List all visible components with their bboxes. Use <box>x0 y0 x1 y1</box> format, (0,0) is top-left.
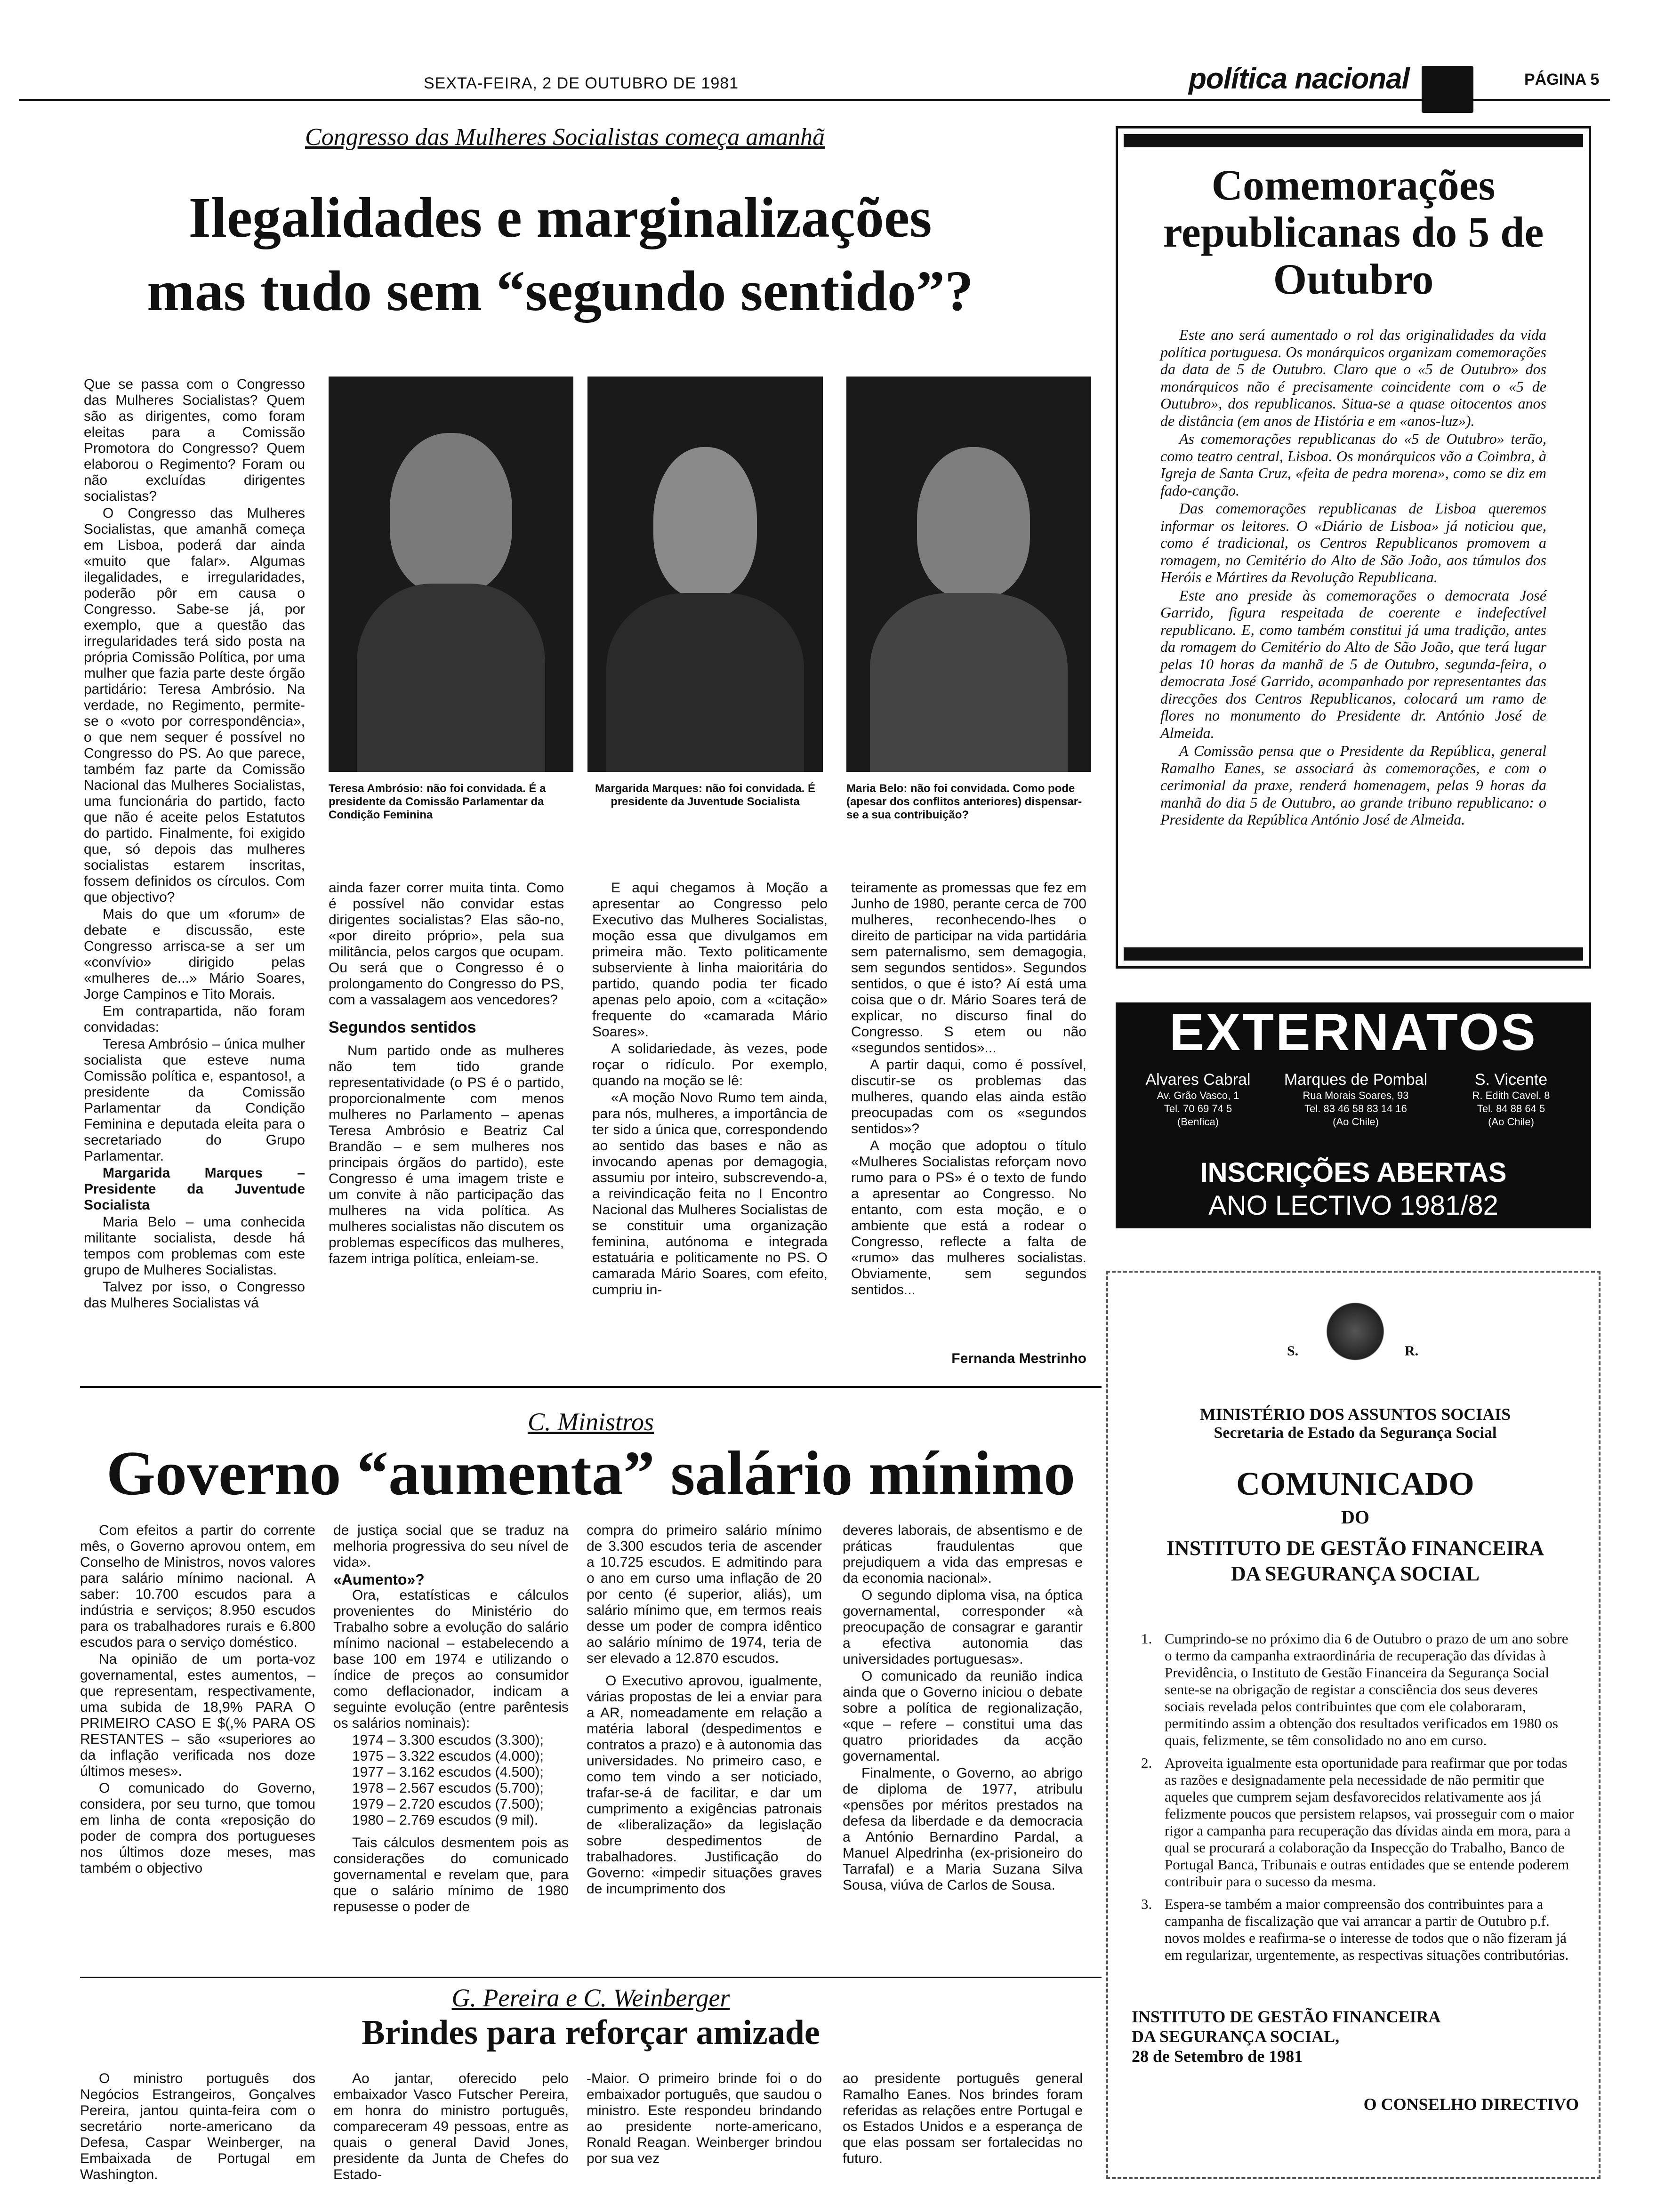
sidebar-bottom-bar <box>1124 947 1583 961</box>
sidebar-body <box>1160 326 1546 829</box>
salary-row: 1974 – 3.300 escudos (3.300); <box>352 1732 544 1748</box>
brindes-column-3 <box>587 2071 822 2168</box>
photo-teresa-ambrosio <box>329 377 573 772</box>
sidebar-top-bar <box>1124 134 1583 147</box>
signature-line: INSTITUTO DE GESTÃO FINANCEIRA <box>1132 2007 1441 2026</box>
institute-line2: DA SEGURANÇA SOCIAL <box>1231 1562 1480 1585</box>
salary-row: 1980 – 2.769 escudos (9 mil). <box>352 1812 539 1828</box>
notice-item-text: Cumprindo-se no próximo dia 6 de Outubro o prazo de um ano sobre o termo da campanha extraordinária de recuperação das dívidas à Previdência, o Instituto de Gestão Financeira da Segurança Social sente-se na obrigação de registar a consciência dos seus deveres sociais revelada pelos contribuintes que com ele colaboraram, permitindo assim a obtenção dos resultados verificados em 1980 os quais, felizmente, se têm consolidado no ano em curso. <box>1165 1630 1569 1748</box>
page-number: PÁGINA 5 <box>1524 71 1600 88</box>
lead-column-3 <box>592 880 828 1299</box>
notice-items <box>1141 1630 1574 1964</box>
lead-headline-line2: mas tudo sem “segundo sentido”? <box>147 259 973 323</box>
school-area: (Ao Chile) <box>1333 1116 1379 1128</box>
notice-item-number: 3. <box>1141 1896 1152 1912</box>
ministerio-notice <box>1106 1271 1601 2179</box>
lead-paragraph: A partir daqui, como é possível, discutir-se os problemas das mulheres, quando elas ainda estão preocupadas com os «segundos sentidos»? <box>851 1057 1086 1137</box>
ministros-kicker: C. Ministros <box>527 1408 654 1436</box>
brindes-column-4 <box>843 2071 1083 2168</box>
school-phone: Tel. 83 46 58 83 14 16 <box>1304 1103 1407 1114</box>
externatos-school-year: ANO LECTIVO 1981/82 <box>1208 1190 1498 1221</box>
photo-caption: Teresa Ambrósio: não foi convidada. É a presidente da Comissão Parlamentar da Condição Feminina <box>329 782 546 821</box>
school-phone: Tel. 84 88 64 5 <box>1477 1103 1545 1114</box>
sidebar-paragraph: As comemorações republicanas do «5 de Outubro» terão, como teatro central, Lisboa. Os monárquicos vão a Coimbra, à Igreja de Santa Cruz, «feita de pedra morena», como se diz em fado-canção. <box>1160 430 1546 499</box>
lead-paragraph: «A moção Novo Rumo tem ainda, para nós, mulheres, a importância de ter sido a única que, correspondendo ao sentido das bases e não as invocando apenas por demagogia, assumiu por inteiro, subscrevendo-a, a reivindicação feita no I Encontro Nacional das Mulheres Socialistas de se constituir uma organização feminina, autónoma e integrada estatuária e politicamente no PS. O camarada Mário Soares, com efeito, cumpriu in- <box>592 1090 828 1298</box>
brindes-headline: Brindes para reforçar amizade <box>362 2013 820 2052</box>
school-name: S. Vicente <box>1474 1071 1548 1089</box>
ministros-paragraph: Na opinião de um porta-voz governamental, estes aumentos, – que representam, respectivamente, uma subida de 18,9% PARA O PRIMEIRO CASO E $(,% PARA OS RESTANTES – são «superiores ao da inflação verificada nos doze últimos meses». <box>80 1651 315 1779</box>
lead-paragraph: Maria Belo – uma conhecida militante socialista, desde há tempos com problemas com este grupo de Mulheres Socialistas. <box>84 1214 305 1278</box>
brindes-paragraph: -Maior. O primeiro brinde foi o do embaixador português, que saudou o ministro. Este respondeu brindando ao presidente norte-americano, Ronald Reagan. Weinberger brindou por sua vez <box>587 2071 822 2166</box>
secretariat-name: Secretaria de Estado da Segurança Social <box>1214 1424 1497 1442</box>
lead-column-2 <box>329 880 564 1268</box>
externatos-school <box>1125 1070 1271 1129</box>
salary-row: 1978 – 2.567 escudos (5.700); <box>352 1780 544 1796</box>
signature-line: 28 de Setembro de 1981 <box>1132 2047 1303 2066</box>
ministros-paragraph: Com efeitos a partir do corrente mês, o Governo aprovou ontem, em Conselho de Ministros, novos valores para salário mínimo nacional. A saber: 10.700 escudos para a indústria e serviços; 8.950 escudos para os trabalhadores rurais e 6.800 escudos para o serviço doméstico. <box>80 1523 315 1650</box>
signature-council: O CONSELHO DIRECTIVO <box>1363 2095 1579 2114</box>
lead-paragraph: A moção que adoptou o título «Mulheres Socialistas reforçam novo rumo para o PS» é o texto de fundo a apresentar ao Congresso. No entanto, com esta moção, e o ambiente que está a rodear o Congresso, reflecte a falta de «rumo» das mulheres socialistas. Obviamente, sem segundos sentidos... <box>851 1138 1086 1298</box>
lead-paragraph: Margarida Marques – Presidente da Juventude Socialista <box>84 1165 305 1213</box>
sidebar-paragraph: Este ano preside às comemorações o democrata José Garrido, figura respeitada de coerente e indefectível republicano. E, como também constitui já uma tradição, antes da romagem do Cemitério do Alto de São João, que terá lugar pelas 10 horas da manhã de 5 de Outubro, segunda-feira, o democrata José Garrido, acompanhado por representantes das direcções dos Centros Republicanos, colocará um ramo de flores no monumento do Presidente dr. António José de Almeida. <box>1160 586 1546 741</box>
lead-paragraph: Num partido onde as mulheres não tem tido grande representatividade (o PS é o partido, proporcionalmente com menos mulheres no Parlamento – apenas Teresa Ambrósio e Beatriz Cal Brandão – e sem mulheres nos principais órgãos do partido), este Congresso é uma imagem triste e um convite à não participação das mulheres na vida política. As mulheres socialistas não discutem os problemas específicos das mulheres, fazem intriga política, enleiam-se. <box>329 1043 564 1266</box>
notice-item-number: 1. <box>1141 1630 1152 1647</box>
lead-paragraph: Talvez por isso, o Congresso das Mulheres Socialistas vá <box>84 1279 305 1311</box>
emblem-icon <box>1320 1301 1391 1362</box>
ministros-paragraph: deveres laborais, de absentismo e de práticas fraudulentas que prejudiquem a vida das empresas e da economia nacional». <box>843 1523 1083 1586</box>
lead-paragraph: Teresa Ambrósio – única mulher socialista que esteve numa Comissão política e, espantoso!, a presidente da Comissão Parlamentar da Condição Feminina e deputada eleita para o secretariado do Grupo Parlamentar. <box>84 1036 305 1164</box>
notice-title: COMUNICADO <box>1236 1466 1474 1502</box>
school-address: Rua Morais Soares, 93 <box>1303 1090 1409 1101</box>
externatos-school <box>1440 1070 1582 1129</box>
lead-paragraph: teiramente as promessas que fez em Junho de 1980, perante cerca de 700 mulheres, reconhecendo-lhes o direito de participar na vida partidária sem paternalismo, sem demagogia, sem segundos sentidos». Segundos sentidos, o que é isto? Aí está uma coisa que o dr. Mário Soares terá de explicar, no discurso final do Congresso. S etem ou não «segundos sentidos»... <box>851 880 1086 1056</box>
ministros-paragraph: O Executivo aprovou, igualmente, várias propostas de lei a enviar para a AR, nomeadamente em relação a matéria laboral (despedimentos e contratos a prazo) e à autonomia das universidades. No primeiro caso, e como tem vindo a ser noticiado, trafar-se-á de facilitar, e dar um cumprimento a exigências patronais de «liberalização» da legislação sobre despedimentos de trabalhadores. Justificação do Governo: «impedir situações graves de incumprimento dos <box>587 1673 822 1897</box>
school-name: Alvares Cabral <box>1145 1071 1251 1089</box>
ministros-subhead: «Aumento»? <box>333 1571 425 1588</box>
ministros-paragraph: O comunicado da reunião indica ainda que o Governo iniciou o debate sobre a política de regionalização, «que – refere – constitui uma das quatro prioridades da acção governamental. <box>843 1668 1083 1764</box>
notice-item <box>1141 1755 1574 1890</box>
sidebar-title: Comemorações republicanas do 5 de Outubro <box>1163 161 1544 303</box>
section-title: política nacional <box>1189 63 1409 95</box>
ministros-paragraph: compra do primeiro salário mínimo de 3.300 escudos teria de ascender a 10.725 escudos. E admitindo para o ano em curso uma inflação de 20 por cento (é superior, aliás), um salário mínimo que, em termos reais desse um poder de compra idêntico ao salário mínimo de 1974, teria de ser elevado a 12.870 escudos. <box>587 1523 822 1666</box>
lead-paragraph: Mais do que um «forum» de debate e discussão, este Congresso arrisca-se a ser um «convívio» dirigido pelas «mulheres de...» Mário Soares, Jorge Campinos e Tito Morais. <box>84 906 305 1002</box>
salary-row: 1979 – 2.720 escudos (7.500); <box>352 1796 544 1812</box>
school-address: R. Edith Cavel. 8 <box>1472 1090 1550 1101</box>
signature-line: DA SEGURANÇA SOCIAL, <box>1132 2027 1340 2046</box>
brindes-paragraph: O ministro português dos Negócios Estrangeiros, Gonçalves Pereira, jantou quinta-feira com o secretário norte-americano da Defesa, Caspar Weinberger, na Embaixada de Portugal em Washington. <box>80 2071 315 2182</box>
brindes-kicker: G. Pereira e C. Weinberger <box>451 1984 730 2012</box>
ministros-column-4 <box>843 1523 1083 1894</box>
sidebar-paragraph: A Comissão pensa que o Presidente da República, general Ramalho Eanes, se associará às comemorações, e com o cerimonial da praxe, renderá homenagem, pelas 9 horas da manhã do dia 5 de Outubro, ao grande tribuno republicano: o Presidente da República António José de Almeida. <box>1160 742 1546 828</box>
ministros-paragraph: O segundo diploma visa, na óptica governamental, corresponder «à preocupação de consagrar e garantir a efectiva autonomia das universidades portuguesas». <box>843 1587 1083 1667</box>
externatos-title: EXTERNATOS <box>1169 1003 1537 1061</box>
masthead-date: SEXTA-FEIRA, 2 DE OUTUBRO DE 1981 <box>424 74 739 92</box>
school-name: Marques de Pombal <box>1284 1071 1428 1089</box>
lead-column-1 <box>84 377 305 1312</box>
brindes-column-2 <box>333 2071 569 2184</box>
lead-headline-line1: Ilegalidades e marginalizações <box>188 186 932 249</box>
school-area: (Benfica) <box>1177 1116 1219 1128</box>
notice-item <box>1141 1630 1574 1749</box>
school-address: Av. Grão Vasco, 1 <box>1157 1090 1239 1101</box>
notice-item-text: Espera-se também a maior compreensão dos contribuintes para a campanha de fiscalização que vai arrancar a partir de Outubro p.f. novos moldes e reafirma-se o interesse de todos que o não fizeram já em regularizar, urgentemente, as respectivas situações contributórias. <box>1165 1896 1569 1963</box>
masthead-rule <box>19 99 1610 101</box>
ministros-column-2 <box>333 1523 569 1916</box>
brindes-column-1 <box>80 2071 315 2184</box>
ministros-paragraph: Ora, estatísticas e cálculos provenientes do Ministério do Trabalho sobre a evolução do salário mínimo nacional – estabelecendo a base 100 em 1974 e utilizando o índice de preços ao consumidor como deflacionador, indicam a seguinte evolução (entre parêntesis os salários nominais): <box>333 1587 569 1731</box>
notice-item-text: Aproveita igualmente esta oportunidade para reafirmar que por todas as razões e designadamente pela necessidade de não permitir que aqueles que cumprem sejam desfavorecidos relativamente aos já felizmente poucos que persistem relapsos, vai prosseguir com o maior rigor a campanha para recuperação das dívidas ainda em mora, para a qual se procurará a colaboração da Inspecção do Trabalho, Banco de Portugal Banca, Tribunais e outras entidades que se entende poderem contribuir para o sucesso da mesma. <box>1165 1755 1574 1890</box>
sidebar-box <box>1116 126 1591 969</box>
sidebar-paragraph: Este ano será aumentado o rol das originalidades da vida política portuguesa. Os monárquicos organizam comemorações da data de 5 de Outubro. Claro que o «5 de Outubro» dos monárquicos não é precisamente coincidente com o «5 de Outubro», dos republicanos. Situa-se a quase oitocentos anos de distância (em anos de História e em «anos-luz»). <box>1160 326 1546 429</box>
sidebar-paragraph: Das comemorações republicanas de Lisboa queremos informar os leitores. O «Diário de Lisboa» já noticiou que, como é tradicional, os Centros Republicanos promovem a romagem, no Cemitério do Alto de São João, aos túmulos dos Heróis e Mártires da Revolução Republicana. <box>1160 500 1546 585</box>
salary-row: 1975 – 3.322 escudos (4.000); <box>352 1748 544 1764</box>
notice-do: DO <box>1341 1507 1369 1528</box>
ministros-column-1 <box>80 1523 315 1877</box>
photo-maria-belo <box>846 377 1091 772</box>
photo-margarida-marques <box>587 377 823 772</box>
photo-caption: Margarida Marques: não foi convidada. É presidente da Juventude Socialista <box>595 782 816 808</box>
lead-byline: Fernanda Mestrinho <box>951 1351 1086 1366</box>
externatos-enrolment: INSCRIÇÕES ABERTAS <box>1200 1157 1507 1188</box>
lead-paragraph: O Congresso das Mulheres Socialistas, que amanhã começa em Lisboa, poderá dar ainda «muito que falar». Algumas ilegalidades, e irregularidades, poderão pôr em causa o Congresso. Sabe-se já, por exemplo, que a questão das irregularidades terá sido posta na própria Comissão Política, por uma mulher que fazia parte deste órgão partidário: Teresa Ambrósio. Na verdade, no Regimento, permite-se o «voto por correspondência», o que nem sequer é possível no Congresso do PS. Ao que parece, também faz parte da Comissão Nacional das Mulheres Socialistas, uma funcionária do partido, facto que não é aceite pelos Estatutos do partido. Finalmente, foi exigido que, só depois das mulheres socialistas estarem inscritas, fossem definidos os círculos. Com que objectivo? <box>84 505 305 905</box>
photo-caption: Maria Belo: não foi convidada. Como pode (apesar dos conflitos anteriores) dispensar-se a sua contribuição? <box>846 782 1082 821</box>
brindes-paragraph: ao presidente português general Ramalho Eanes. Nos brindes foram referidas as relações entre Portugal e os Estados Unidos e a esperança de que elas possam ser fortalecidas no futuro. <box>843 2071 1083 2166</box>
school-area: (Ao Chile) <box>1488 1116 1534 1128</box>
lead-paragraph: ainda fazer correr muita tinta. Como é possível não convidar estas dirigentes socialistas? Elas são-no, «por direito próprio», pela sua militância, pelos cargos que ocupam. Ou será que o Congresso é o prolongamento do Congresso do PS, com a vassalagem aos vencedores? <box>329 880 564 1008</box>
school-phone: Tel. 70 69 74 5 <box>1164 1103 1232 1114</box>
ministros-paragraph: Tais cálculos desmentem pois as considerações do comunicado governamental e revelam que, para que o salário mínimo de 1980 repusesse o poder de <box>333 1835 569 1915</box>
notice-signature <box>1132 2007 1579 2114</box>
externatos-school <box>1276 1070 1436 1129</box>
lead-paragraph: Em contrapartida, não foram convidadas: <box>84 1003 305 1035</box>
lead-paragraph: E aqui chegamos à Moção a apresentar ao Congresso pelo Executivo das Mulheres Socialistas, moção essa que divulgamos em primeira mão. Texto politicamente subserviente à linha maioritária do partido, quando podia ter ficado apenas pelo apoio, com a «citação» frequente do «camarada Mário Soares». <box>592 880 828 1040</box>
notice-item <box>1141 1896 1574 1964</box>
ministros-headline: Governo “aumenta” salário mínimo <box>106 1438 1076 1508</box>
ministros-column-3 <box>587 1523 822 1898</box>
externatos-ad <box>1116 1002 1591 1228</box>
emblem-right-label: R. <box>1405 1343 1419 1359</box>
ministros-paragraph: de justiça social que se traduz na melhoria progressiva do seu nível de vida». <box>333 1523 569 1570</box>
lead-paragraph: A solidariedade, às vezes, pode roçar o ridículo. Por exemplo, quando na moção se lê: <box>592 1041 828 1089</box>
ministros-bottom-rule <box>80 1977 1102 1978</box>
ministros-paragraph: Finalmente, o Governo, ao abrigo de diploma de 1977, atribulu «pensões por méritos prestados na defesa da liberdade e da democracia a António Bernardino Pardal, a Manuel Alpedrinha (ex-prisioneiro do Tarrafal) e a Maria Suzana Silva Sousa, viúva de Carlos de Sousa. <box>843 1765 1083 1893</box>
lead-kicker: Congresso das Mulheres Socialistas começa amanhã <box>305 124 825 151</box>
emblem-left-label: S. <box>1287 1343 1299 1359</box>
notice-item-number: 2. <box>1141 1755 1152 1771</box>
lead-intro: Que se passa com o Congresso das Mulheres Socialistas? Quem são as dirigentes, como foram eleitas para a Comissão Promotora do Congresso? Quem elaborou o Regimento? Foram ou não excluídas dirigentes socialistas? <box>84 377 305 504</box>
salary-row: 1977 – 3.162 escudos (4.500); <box>352 1764 544 1780</box>
lead-column-4 <box>851 880 1086 1299</box>
institute-line1: INSTITUTO DE GESTÃO FINANCEIRA <box>1166 1537 1544 1560</box>
lead-subhead: Segundos sentidos <box>329 1018 476 1036</box>
ministros-paragraph: O comunicado do Governo, considera, por seu turno, que tomou em linha de conta «reposição do poder de compra dos portugueses nos últimos doze meses, mas também o objectivo <box>80 1780 315 1876</box>
section-logo-icon <box>1422 66 1473 113</box>
brindes-paragraph: Ao jantar, oferecido pelo embaixador Vasco Futscher Pereira, em honra do ministro português, compareceram 49 pessoas, entre as quais o general David Jones, presidente da Junta de Chefes do Estado- <box>333 2071 569 2182</box>
salary-table <box>333 1732 569 1828</box>
lead-bottom-rule <box>80 1386 1102 1388</box>
ministry-name: MINISTÉRIO DOS ASSUNTOS SOCIAIS <box>1199 1405 1511 1424</box>
